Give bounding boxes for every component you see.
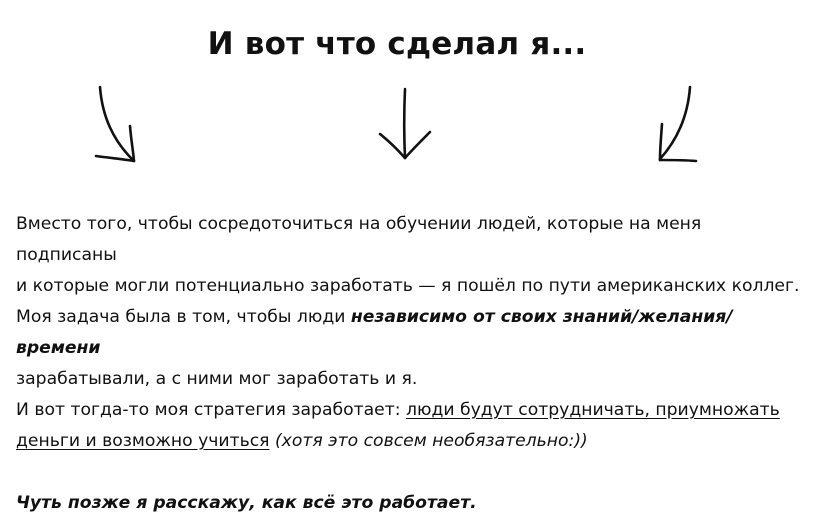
- paragraph-strategy-lead: И вот тогда-то моя стратегия заработает:: [16, 400, 407, 420]
- paragraph-goal-emphasis: независимо от своих знаний/желания/времени: [16, 307, 733, 358]
- arrow-down-icon: [374, 86, 436, 164]
- paragraph-goal-lead: Моя задача была в том, чтобы люди: [16, 307, 351, 327]
- paragraph-goal: [16, 302, 806, 395]
- curved-arrow-down-right-icon: [88, 84, 148, 168]
- paragraph-intro-line-2: и которые могли потенциально заработать — я пошёл по пути американских коллег.: [16, 276, 800, 296]
- paragraph-strategy-underlined-1: люди будут сотрудничать, приумножать: [406, 400, 780, 420]
- paragraph-strategy-underlined-2: деньги и возможно учиться: [16, 431, 270, 451]
- closing-line: Чуть позже я расскажу, как всё это работает.: [16, 493, 477, 513]
- paragraph-goal-tail: зарабатывали, а с ними мог заработать и я.: [16, 369, 418, 389]
- page-heading: И вот что сделал я...: [207, 26, 587, 62]
- paragraph-intro-line-1: Вместо того, чтобы сосредоточиться на обучении людей, которые на меня подписаны: [16, 214, 702, 265]
- paragraph-strategy: [16, 395, 806, 457]
- paragraph-intro: [16, 209, 806, 302]
- curved-arrow-down-left-icon: [650, 84, 706, 168]
- paragraph-strategy-aside: (хотя это совсем необязательно:)): [269, 431, 588, 451]
